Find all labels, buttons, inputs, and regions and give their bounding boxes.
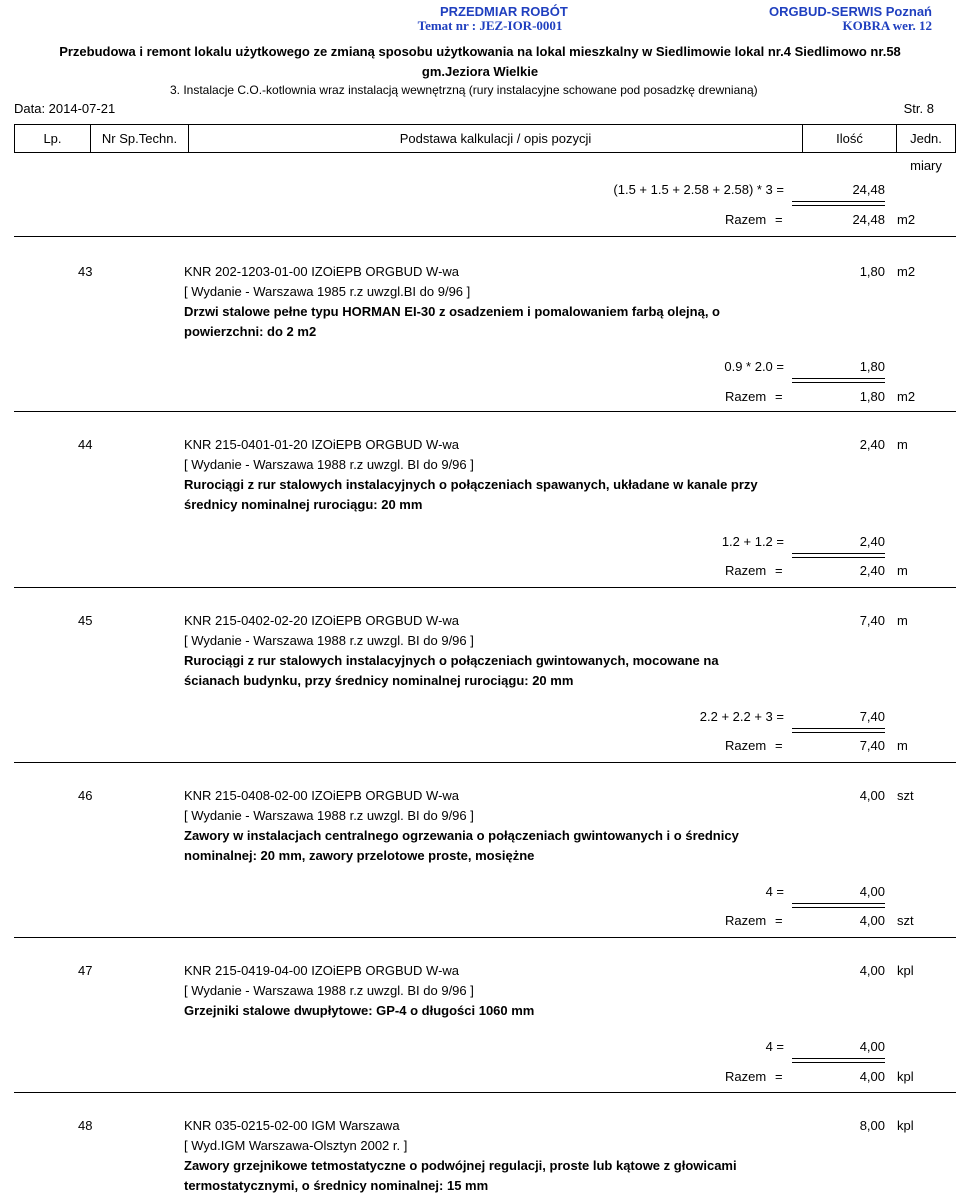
item-number: 44 — [78, 437, 93, 452]
razem-label: Razem — [725, 738, 767, 753]
item-quantity: 2,40 — [859, 437, 885, 452]
razem-value: 7,40 — [859, 738, 885, 753]
item-unit: m — [897, 613, 908, 628]
item-unit: szt — [897, 788, 914, 803]
col-opis: Podstawa kalkulacji / opis pozycji — [189, 125, 803, 152]
row-separator — [14, 937, 956, 938]
razem-value: 2,40 — [859, 563, 885, 578]
item-description: Zawory w instalacjach centralnego ogrzewania o połączeniach gwintowanych i o średnicy — [184, 828, 739, 843]
item-quantity: 8,00 — [859, 1118, 885, 1133]
item-code: KNR 215-0402-02-20 IZOiEPB ORGBUD W-wa — [184, 613, 460, 628]
item-code: KNR 035-0215-02-00 IGM Warszawa — [184, 1118, 400, 1133]
sum-divider — [792, 378, 885, 383]
calc-expression: 4 = — [765, 884, 784, 899]
razem-unit: m2 — [897, 212, 916, 227]
calc-value: 24,48 — [852, 182, 885, 197]
item-description: ścianach budynku, przy średnicy nominalnej rurociągu: 20 mm — [184, 673, 574, 688]
item-description: średnicy nominalnej rurociągu: 20 mm — [184, 497, 423, 512]
calc-value: 4,00 — [859, 884, 885, 899]
razem-label: Razem — [725, 389, 767, 404]
razem-equals: = — [775, 738, 783, 753]
razem-equals: = — [775, 212, 783, 227]
calc-expression: 0.9 * 2.0 = — [724, 359, 784, 374]
item-code: KNR 215-0401-01-20 IZOiEPB ORGBUD W-wa — [184, 437, 460, 452]
item-unit: m — [897, 437, 908, 452]
calc-expression: 4 = — [765, 1039, 784, 1054]
project-title: Przebudowa i remont lokalu użytkowego ze zmianą sposobu użytkowania na lokal mieszkalny w Siedlimowie lokal nr.4 Siedlimowo nr.58 — [59, 44, 901, 59]
razem-equals: = — [775, 563, 783, 578]
row-separator — [14, 587, 956, 588]
item-quantity: 4,00 — [859, 963, 885, 978]
item-number: 43 — [78, 264, 93, 279]
item-edition: [ Wydanie - Warszawa 1988 r.z uwzgl. BI do 9/96 ] — [184, 808, 474, 823]
item-number: 45 — [78, 613, 93, 628]
item-description: Drzwi stalowe pełne typu HORMAN EI-30 z osadzeniem i pomalowaniem farbą olejną, o — [184, 304, 720, 319]
company-name: ORGBUD-SERWIS Poznań — [769, 4, 932, 19]
item-unit: kpl — [897, 1118, 914, 1133]
calc-value: 2,40 — [859, 534, 885, 549]
item-edition: [ Wydanie - Warszawa 1988 r.z uwzgl. BI do 9/96 ] — [184, 983, 474, 998]
razem-equals: = — [775, 913, 783, 928]
document-date: Data: 2014-07-21 — [14, 101, 116, 116]
razem-value: 1,80 — [859, 389, 885, 404]
item-quantity: 4,00 — [859, 788, 885, 803]
sum-divider — [792, 1058, 885, 1063]
item-code: KNR 215-0408-02-00 IZOiEPB ORGBUD W-wa — [184, 788, 460, 803]
item-unit: m2 — [897, 264, 916, 279]
tender-number: Temat nr : JEZ-IOR-0001 — [417, 18, 563, 33]
col-nr: Nr Sp.Techn. — [91, 125, 189, 152]
item-quantity: 1,80 — [859, 264, 885, 279]
col-jm: Jedn. miary — [910, 131, 942, 173]
page-number: Str. 8 — [903, 101, 934, 116]
razem-unit: m2 — [897, 389, 916, 404]
row-separator — [14, 1092, 956, 1093]
razem-unit: szt — [897, 913, 914, 928]
razem-equals: = — [775, 389, 783, 404]
sum-divider — [792, 903, 885, 908]
project-location: gm.Jeziora Wielkie — [421, 64, 539, 79]
row-separator — [14, 411, 956, 412]
row-separator — [14, 236, 956, 237]
app-name: PRZEDMIAR ROBÓT — [440, 4, 568, 19]
calc-value: 7,40 — [859, 709, 885, 724]
sum-divider — [792, 201, 885, 206]
item-edition: [ Wyd.IGM Warszawa-Olsztyn 2002 r. ] — [184, 1138, 408, 1153]
item-quantity: 7,40 — [859, 613, 885, 628]
razem-value: 24,48 — [852, 212, 885, 227]
calc-value: 1,80 — [859, 359, 885, 374]
item-number: 46 — [78, 788, 93, 803]
razem-equals: = — [775, 1069, 783, 1084]
calc-expression: 1.2 + 1.2 = — [721, 534, 784, 549]
col-lp: Lp. — [15, 125, 91, 152]
item-edition: [ Wydanie - Warszawa 1988 r.z uwzgl. BI do 9/96 ] — [184, 633, 474, 648]
section-title: 3. Instalacje C.O.-kotlownia wraz instalacją wewnętrzną (rury instalacyjne schowane pod posadzkę drewnianą) — [170, 83, 758, 97]
row-separator — [14, 762, 956, 763]
item-unit: kpl — [897, 963, 914, 978]
sum-divider — [792, 728, 885, 733]
item-description: Rurociągi z rur stalowych instalacyjnych o połączeniach gwintowanych, mocowane na — [184, 653, 719, 668]
razem-value: 4,00 — [859, 913, 885, 928]
razem-label: Razem — [725, 212, 767, 227]
item-description: Grzejniki stalowe dwupłytowe: GP-4 o długości 1060 mm — [184, 1003, 535, 1018]
calc-expression: 2.2 + 2.2 + 3 = — [699, 709, 784, 724]
razem-value: 4,00 — [859, 1069, 885, 1084]
item-code: KNR 202-1203-01-00 IZOiEPB ORGBUD W-wa — [184, 264, 460, 279]
item-number: 48 — [78, 1118, 93, 1133]
calc-expression: (1.5 + 1.5 + 2.58 + 2.58) * 3 = — [613, 182, 784, 197]
calc-value: 4,00 — [859, 1039, 885, 1054]
column-header — [14, 124, 956, 173]
razem-unit: m — [897, 563, 908, 578]
razem-label: Razem — [725, 913, 767, 928]
item-code: KNR 215-0419-04-00 IZOiEPB ORGBUD W-wa — [184, 963, 460, 978]
razem-unit: kpl — [897, 1069, 914, 1084]
item-edition: [ Wydanie - Warszawa 1985 r.z uwzgl.BI do 9/96 ] — [184, 284, 471, 299]
col-ilosc: Ilość — [803, 125, 897, 152]
item-edition: [ Wydanie - Warszawa 1988 r.z uwzgl. BI do 9/96 ] — [184, 457, 474, 472]
program-version: KOBRA wer. 12 — [842, 18, 932, 33]
item-description: termostatycznymi, o średnicy nominalnej: 15 mm — [184, 1178, 489, 1193]
razem-unit: m — [897, 738, 908, 753]
item-number: 47 — [78, 963, 93, 978]
razem-label: Razem — [725, 1069, 767, 1084]
item-description: Rurociągi z rur stalowych instalacyjnych o połączeniach spawanych, układane w kanale przy — [184, 477, 758, 492]
item-description: powierzchni: do 2 m2 — [184, 324, 317, 339]
item-description: Zawory grzejnikowe tetmostatyczne o podwójnej regulacji, proste lub kątowe z głowicami — [184, 1158, 737, 1173]
sum-divider — [792, 553, 885, 558]
item-description: nominalnej: 20 mm, zawory przelotowe proste, mosiężne — [184, 848, 535, 863]
razem-label: Razem — [725, 563, 767, 578]
